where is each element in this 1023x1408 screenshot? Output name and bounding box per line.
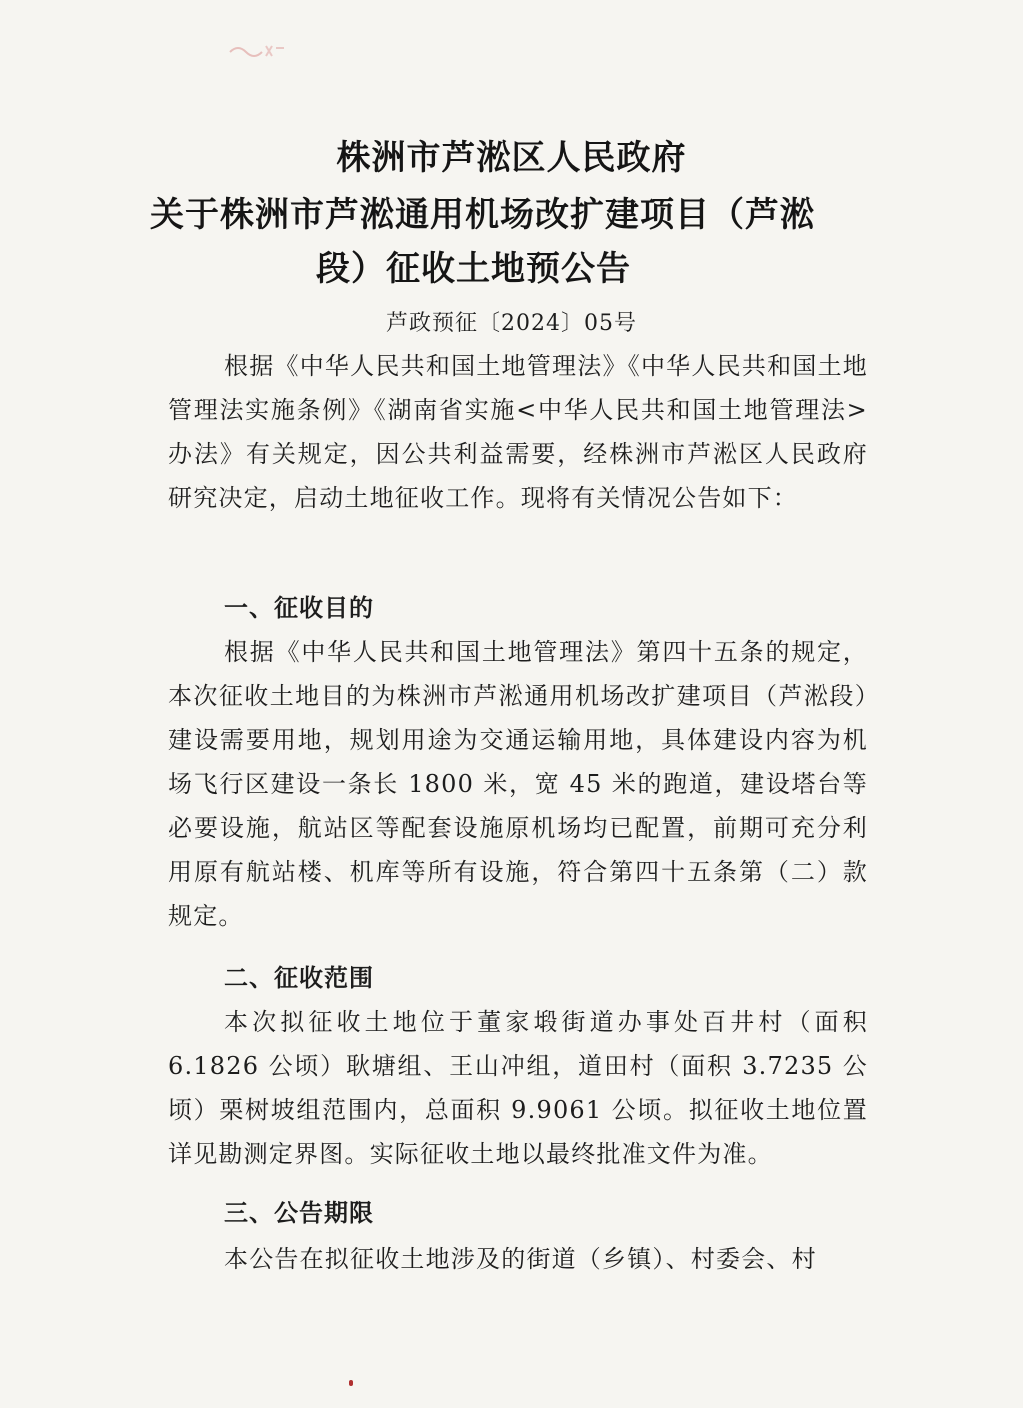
- intro-paragraph: 根据《中华人民共和国土地管理法》《中华人民共和国土地管理法实施条例》《湖南省实施<中华人民共和国土地管理法>办法》有关规定，因公共利益需要，经株洲市芦淞区人民政府研究决定，启动土地征收工作。现将有关情况公告如下：: [168, 352, 868, 512]
- document-title-line-2: 关于株洲市芦淞通用机场改扩建项目（芦淞: [150, 195, 815, 235]
- document-number: 芦政预征〔2024〕05号: [386, 311, 637, 336]
- section-2-heading: 二、征收范围: [224, 964, 374, 992]
- section-3-body: 本公告在拟征收土地涉及的街道（乡镇）、村委会、村: [224, 1245, 817, 1273]
- document-title-line-1: 株洲市芦淞区人民政府: [336, 138, 687, 178]
- document-title-line-3: 段）征收土地预公告: [316, 249, 631, 289]
- red-stamp-mark: [228, 40, 288, 60]
- section-1-heading: 一、征收目的: [224, 594, 374, 622]
- section-1-body: 根据《中华人民共和国土地管理法》第四十五条的规定，本次征收土地目的为株洲市芦淞通用机场改扩建项目（芦淞段）建设需要用地，规划用途为交通运输用地，具体建设内容为机场飞行区建设一条长 1800 米，宽 45 米的跑道，建设塔台等必要设施，航站区等配套设施原机场均已配置，前期可充分利用原有航站楼、机库等所有设施，符合第四十五条第（二）款规定。: [168, 638, 868, 930]
- section-2-body: 本次拟征收土地位于董家塅街道办事处百井村（面积 6.1826 公顷）耿塘组、王山冲组，道田村（面积 3.7235 公顷）栗树坡组范围内，总面积 9.9061 公顷。拟征收土地位置详见勘测定界图。实际征收土地以最终批准文件为准。: [168, 1008, 868, 1168]
- section-3-heading: 三、公告期限: [224, 1199, 374, 1227]
- ink-dot: [349, 1380, 353, 1386]
